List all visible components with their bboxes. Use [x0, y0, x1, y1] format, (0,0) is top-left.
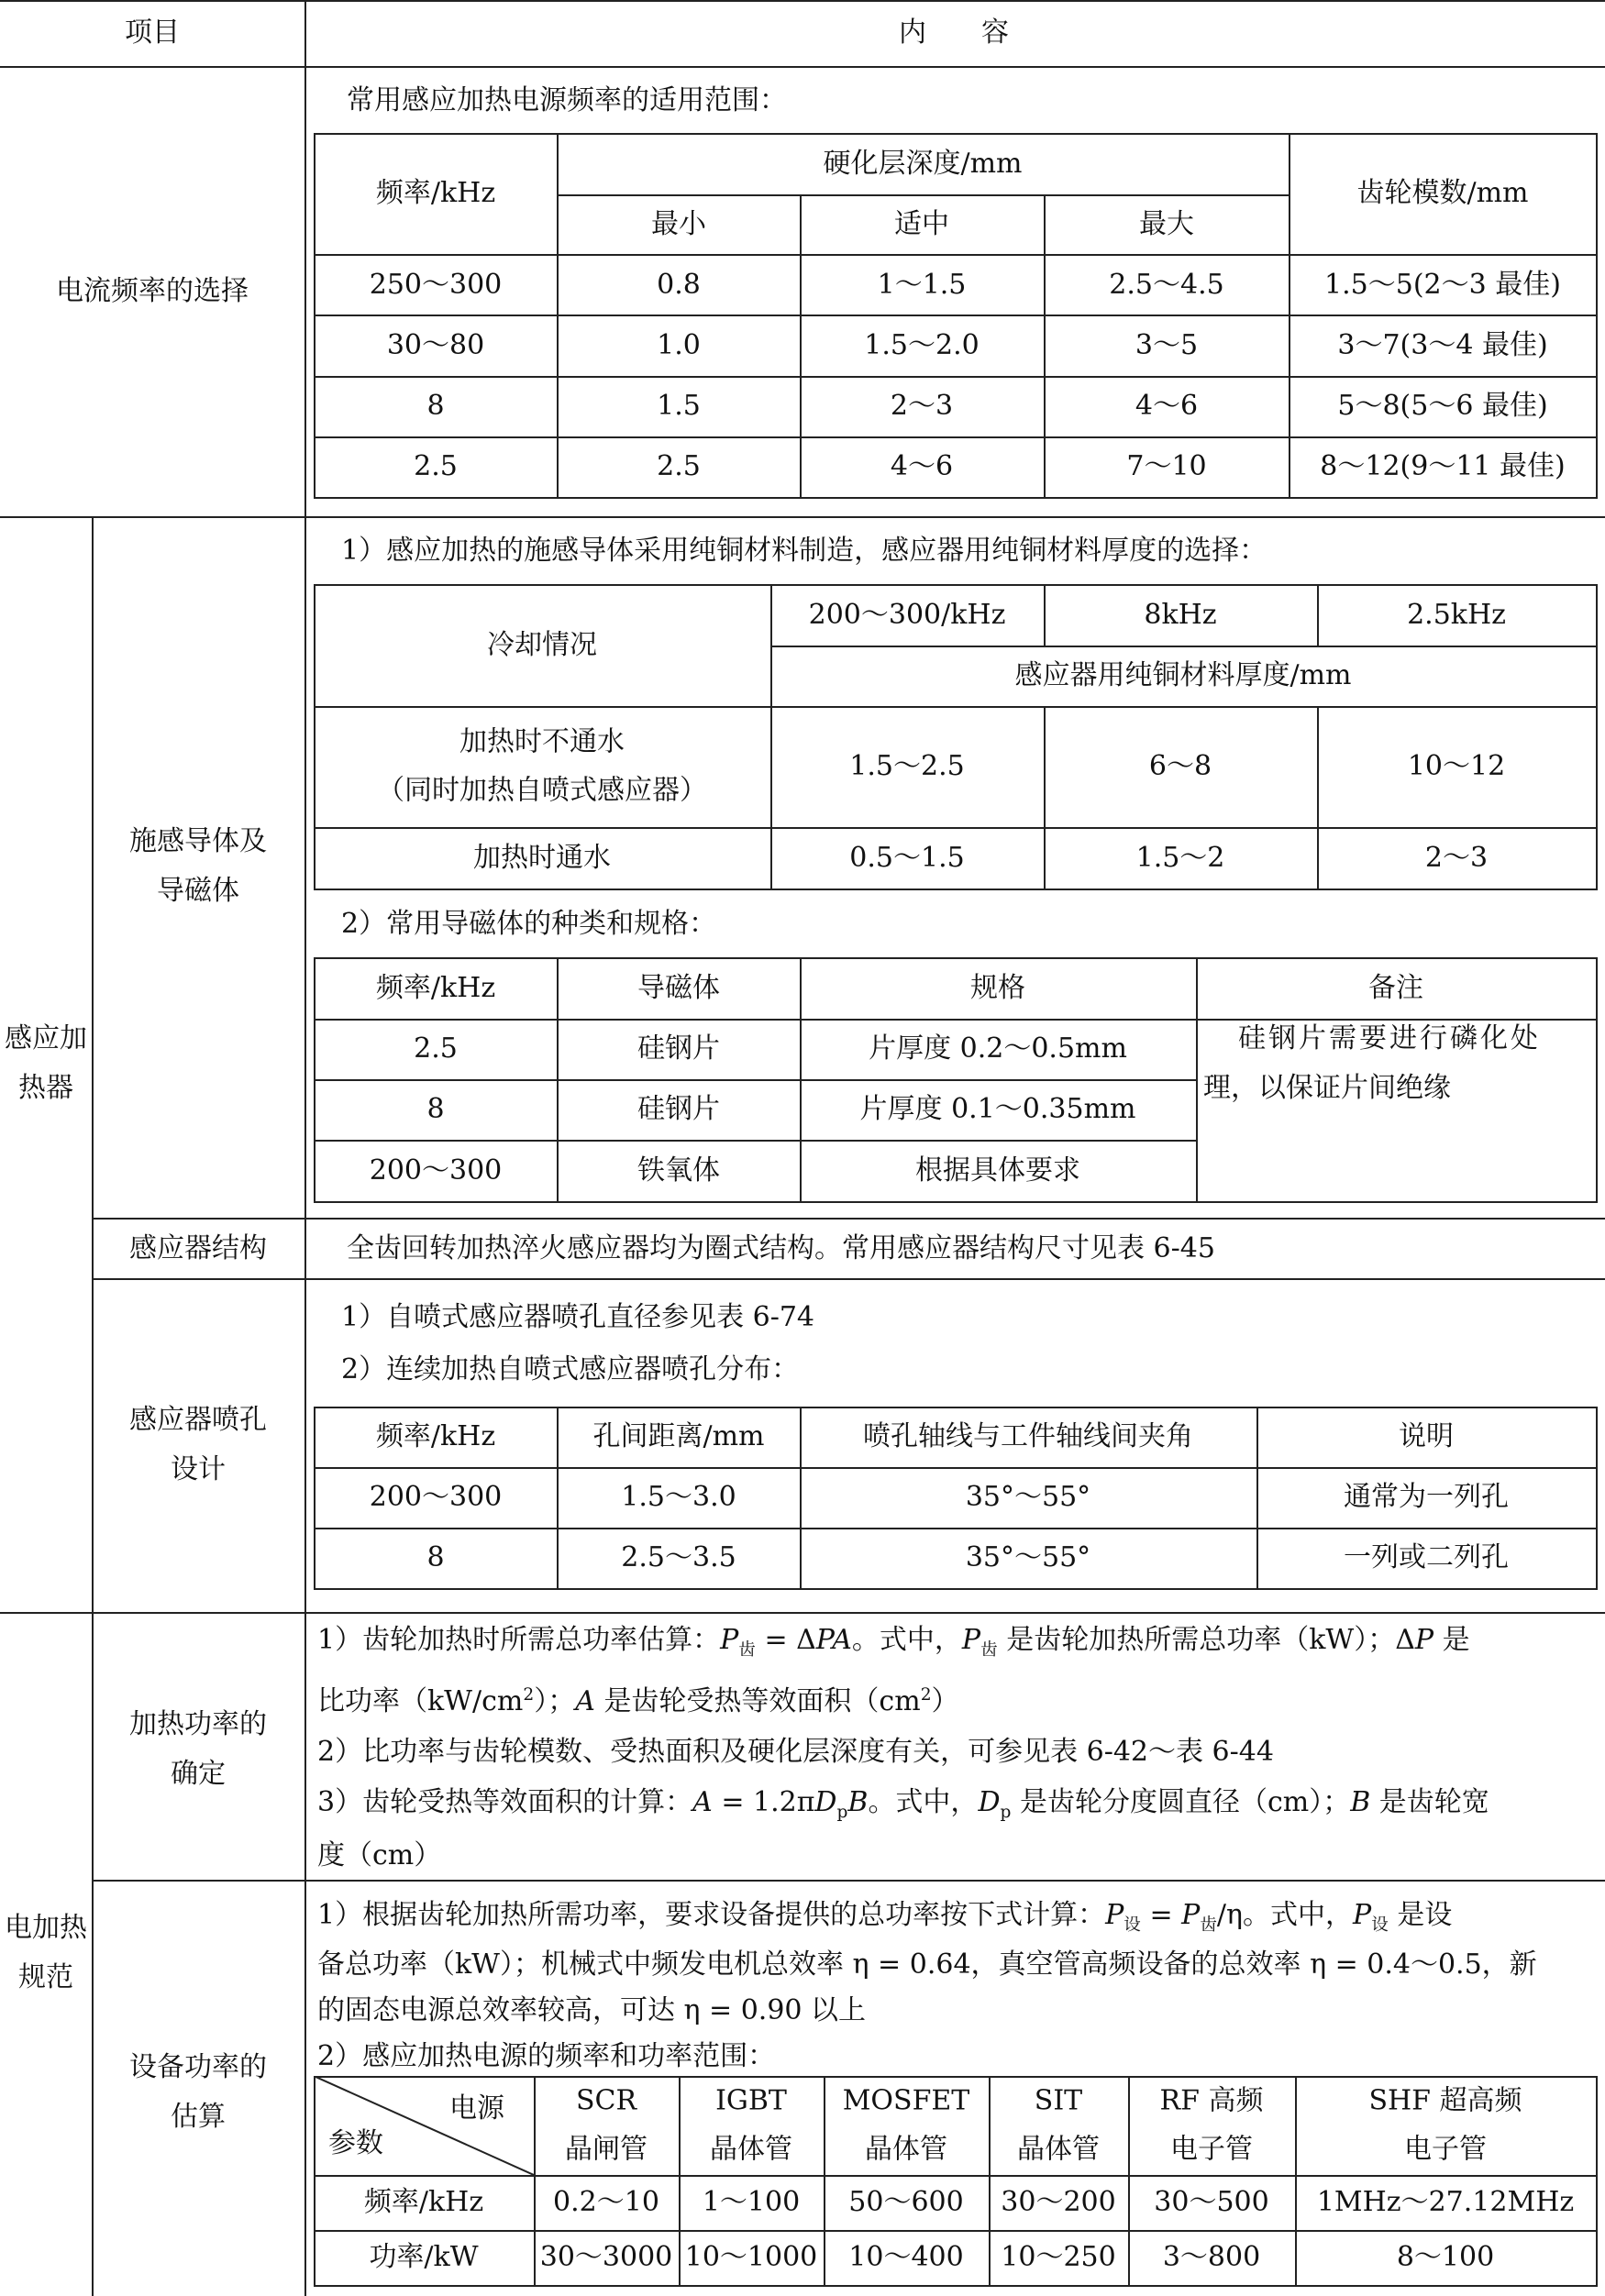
power-l4-b2: B [1350, 1786, 1371, 1818]
power-l2-text2: ）； [534, 1685, 576, 1717]
t4-cell: 2.5～3.5 [621, 1541, 736, 1573]
t5-cell: 10～1000 [684, 2241, 818, 2273]
header-content: 内 容 [899, 17, 1009, 49]
t4-h: 喷孔轴线与工件轴线间夹角 [863, 1420, 1193, 1452]
conductor-p2: 2）常用导磁体的种类和规格： [341, 908, 717, 940]
t1-h-module: 齿轮模数/mm [1356, 177, 1529, 209]
t5-col [710, 2078, 792, 2174]
section-label-inductor [5, 1014, 87, 1113]
t3-note [1203, 1014, 1541, 1113]
equip-l1-eta: /η。式中， [1216, 1899, 1354, 1931]
section-label-inductor-l2: 热器 [18, 1072, 73, 1104]
equip-l1-text2: 是设 [1397, 1899, 1453, 1931]
t1-cell: 8 [426, 390, 445, 422]
t1-line [1596, 133, 1598, 499]
power-l2-sup2: 2 [920, 1685, 932, 1705]
t1-cell: 30～80 [386, 329, 485, 361]
t1-line [557, 194, 1289, 196]
t5-line [314, 2230, 1596, 2232]
section-label-electric-l2: 规范 [18, 1961, 73, 1993]
t3-h: 频率/kHz [375, 972, 496, 1004]
t3-line [800, 957, 802, 1203]
freq-intro: 常用感应加热电源频率的适用范围： [347, 84, 787, 116]
t5-col-l1: SIT [1034, 2084, 1083, 2117]
t5-cell: 10～400 [848, 2241, 964, 2273]
t4-line [314, 1407, 1596, 1408]
t2-line [314, 889, 1596, 890]
top-border [0, 0, 1605, 2]
t2-line [314, 584, 1596, 586]
t2-line [314, 706, 1596, 708]
t5-col [1160, 2078, 1264, 2174]
t5-cell: 8～100 [1396, 2241, 1495, 2273]
row-label-conductor-l2: 导磁体 [157, 875, 239, 907]
t1-cell: 5～8(5～6 最佳) [1337, 390, 1548, 422]
power-l4-eq: = 1.2π [721, 1786, 815, 1818]
t3-h: 规格 [970, 972, 1025, 1004]
t1-line [314, 436, 1596, 438]
power-l4-d2: D [978, 1786, 1001, 1818]
t2-line [1317, 584, 1319, 646]
power-line-3: 2）比功率与齿轮模数、受热面积及硬化层深度有关，可参见表 6-42～表 6-44 [317, 1736, 1274, 1768]
header-bottom-line [0, 66, 1605, 68]
section-label-inductor-l1: 感应加 [5, 1022, 87, 1054]
t5-cell: 50～600 [848, 2186, 964, 2218]
t3-cell: 8 [426, 1093, 445, 1125]
equip-l1-sub3: 设 [1371, 1915, 1389, 1935]
row-label-nozzle [129, 1396, 267, 1495]
t3-line [314, 957, 315, 1203]
t5-col-l2: 晶体管 [865, 2133, 947, 2165]
power-l4-text4: 是齿轮宽 [1378, 1786, 1489, 1818]
t1-h-min: 最小 [651, 208, 706, 240]
t2-line [1044, 706, 1046, 890]
power-l1-sub2: 齿 [980, 1640, 998, 1660]
t5-line [1596, 2076, 1598, 2287]
t1-line [314, 254, 1596, 256]
t1-cell: 1.0 [657, 329, 701, 361]
power-l4-d: D [814, 1786, 837, 1818]
t1-line [1289, 133, 1290, 499]
t2-r1-label [377, 719, 707, 815]
t3-cell: 硅钢片 [637, 1032, 720, 1065]
t3-cell: 片厚度 0.2～0.5mm [869, 1032, 1127, 1065]
t4-line [1256, 1407, 1258, 1590]
t1-line [314, 497, 1596, 499]
equip-line-3: 的固态电源总效率较高，可达 η = 0.90 以上 [317, 1994, 867, 2026]
t5-col [1368, 2078, 1522, 2174]
row-divider-structure-top [92, 1218, 1605, 1220]
row-divider-structure-bottom [92, 1278, 1605, 1280]
t5-col-l1: IGBT [715, 2084, 787, 2117]
t2-cell: 1.5～2.5 [849, 750, 965, 782]
t5-cell: 30～500 [1154, 2186, 1269, 2218]
t3-cell: 2.5 [414, 1032, 458, 1065]
t5-cell: 30～3000 [539, 2241, 673, 2273]
t4-cell: 1.5～3.0 [621, 1481, 736, 1513]
t1-cell: 1.5～2.0 [864, 329, 980, 361]
row-label-conductor-l1: 施感导体及 [129, 825, 267, 857]
equip-l1-sub2: 齿 [1200, 1915, 1217, 1935]
t1-line [800, 194, 802, 499]
t2-cell: 0.5～1.5 [849, 842, 965, 874]
equip-line-2: 备总功率（kW）；机械式中频发电机总效率 η = 0.64，真空管高频设备的总效率 η = 0.4～0.5，新 [317, 1948, 1537, 1981]
t1-cell: 8～12(9～11 最佳) [1320, 450, 1566, 482]
row-label-equip-l1: 设备功率的 [129, 2051, 267, 2083]
t2-line [1044, 584, 1046, 646]
t3-cell: 硅钢片 [637, 1093, 720, 1125]
t4-line [314, 1407, 315, 1590]
t4-cell: 35°～55° [965, 1541, 1091, 1573]
t3-cell: 200～300 [369, 1154, 503, 1187]
equip-line-4: 2）感应加热电源的频率和功率范围： [317, 2040, 776, 2072]
equip-l1-sym: P [1105, 1899, 1124, 1931]
t5-col [843, 2078, 970, 2174]
t4-line [800, 1407, 802, 1590]
inductor-subcol-divider [92, 516, 94, 1612]
row-label-equip [129, 2043, 267, 2142]
section-label-freq: 电流频率的选择 [56, 275, 249, 307]
t1-cell: 2～3 [890, 390, 954, 422]
t5-cell: 0.2～10 [553, 2186, 659, 2218]
t2-h-cooling: 冷却情况 [487, 629, 597, 661]
t1-cell: 0.8 [657, 269, 701, 301]
t3-line [1196, 957, 1198, 1203]
t5-col-l2: 晶体管 [710, 2133, 792, 2165]
power-l2-text4: ） [931, 1685, 959, 1717]
t3-h: 备注 [1368, 972, 1423, 1004]
t5-corner-top: 电源 [449, 2092, 504, 2125]
power-line-2 [317, 1685, 959, 1718]
t2-line [314, 584, 315, 890]
t1-cell: 2.5 [657, 450, 701, 482]
t5-line [679, 2076, 681, 2287]
t5-line [534, 2076, 536, 2287]
t5-col-l1: SCR [575, 2084, 637, 2117]
section-divider-electric [0, 1612, 1605, 1614]
t2-r2-label: 加热时通水 [473, 842, 611, 874]
t1-h-freq: 频率/kHz [375, 177, 496, 209]
t4-line [314, 1467, 1596, 1469]
power-l4-b: B [847, 1786, 869, 1818]
section-label-electric-l1: 电加热 [5, 1912, 87, 1944]
power-l1-pa: PA [815, 1624, 852, 1656]
nozzle-p2: 2）连续加热自喷式感应器喷孔分布： [341, 1353, 800, 1385]
t5-col-l1: MOSFET [842, 2084, 970, 2117]
t4-h: 频率/kHz [375, 1420, 496, 1452]
t5-col-l2: 电子管 [1403, 2133, 1487, 2165]
t4-cell: 通常为一列孔 [1344, 1481, 1509, 1513]
t5-col-l1: RF 高频 [1159, 2084, 1264, 2117]
row-label-power [129, 1700, 267, 1799]
t1-h-max: 最大 [1139, 208, 1194, 240]
power-l4-sub2: p [1000, 1803, 1012, 1822]
power-l4-text: 3）齿轮受热等效面积的计算： [317, 1786, 693, 1818]
power-l1-text3: 是齿轮加热所需总功率（kW）；Δ [1006, 1624, 1415, 1656]
row-label-conductor [129, 817, 267, 916]
power-l1-sym2: P [961, 1624, 981, 1656]
power-l2-text3: 是齿轮受热等效面积（cm [603, 1685, 921, 1717]
t5-col-l2: 晶闸管 [565, 2133, 648, 2165]
t5-cell: 1～100 [702, 2186, 801, 2218]
t1-line [314, 315, 1596, 316]
power-l4-text2: 。式中， [868, 1786, 979, 1818]
section-divider-freq [0, 516, 1605, 518]
t3-cell: 根据具体要求 [915, 1154, 1080, 1187]
t5-col [565, 2078, 648, 2174]
t5-col-l2: 晶体管 [1017, 2133, 1100, 2165]
t1-cell: 4～6 [890, 450, 954, 482]
t5-row-power-label: 功率/kW [369, 2241, 479, 2273]
t2-line [1317, 706, 1319, 890]
equip-l1-sub: 设 [1124, 1915, 1141, 1935]
t2-h-thick: 感应器用纯铜材料厚度/mm [1014, 659, 1352, 691]
t1-cell: 1.5～5(2～3 最佳) [1324, 269, 1561, 301]
row-label-nozzle-l2: 设计 [171, 1453, 226, 1485]
t3-line [1596, 957, 1598, 1203]
t2-line [770, 646, 1596, 647]
t4-line [557, 1407, 559, 1590]
t1-line [1044, 194, 1046, 499]
t1-line [557, 133, 559, 499]
t4-cell: 8 [426, 1541, 445, 1573]
t5-row-freq-label: 频率/kHz [363, 2186, 484, 2218]
t2-cell: 1.5～2 [1135, 842, 1225, 874]
t1-cell: 2.5 [414, 450, 458, 482]
header-item: 项目 [125, 17, 180, 49]
equip-l1-sym3: P [1353, 1899, 1372, 1931]
t2-cell: 6～8 [1148, 750, 1212, 782]
t5-col-l1: SHF 超高频 [1368, 2084, 1522, 2117]
t5-cell: 30～200 [1001, 2186, 1116, 2218]
t5-line [1128, 2076, 1130, 2287]
t5-col [1017, 2078, 1100, 2174]
t2-h-f3: 2.5kHz [1407, 599, 1506, 631]
power-l4-sub: p [836, 1803, 848, 1822]
t3-line [314, 957, 1596, 959]
t1-cell: 250～300 [369, 269, 503, 301]
t5-line [314, 2175, 1596, 2177]
t1-h-depth: 硬化层深度/mm [823, 148, 1023, 180]
t2-r1-label-l1: 加热时不通水 [459, 725, 625, 758]
row-divider-power [92, 1880, 1605, 1882]
nozzle-p1: 1）自喷式感应器喷孔直径参见表 6-74 [341, 1301, 815, 1333]
power-l1-sub: 齿 [738, 1640, 756, 1660]
t4-cell: 一列或二列孔 [1344, 1541, 1509, 1573]
t1-cell: 1.5 [657, 390, 701, 422]
t5-col-l2: 电子管 [1169, 2133, 1253, 2165]
row-label-power-l2: 确定 [171, 1758, 226, 1790]
power-line-5: 度（cm） [317, 1839, 442, 1871]
t1-line [314, 133, 315, 499]
t1-cell: 2.5～4.5 [1109, 269, 1224, 301]
t3-note-l1: 硅钢片需要进行磷化处 [1238, 1022, 1541, 1054]
t5-line [989, 2076, 991, 2287]
power-l1-sym3: P [1414, 1624, 1434, 1656]
power-l4-text3: 是齿轮分度圆直径（cm）； [1019, 1786, 1351, 1818]
t3-cell: 铁氧体 [637, 1154, 720, 1187]
t1-line [314, 376, 1596, 378]
power-l1-text: 1）齿轮加热时所需总功率估算： [317, 1624, 721, 1656]
row-label-equip-l2: 估算 [171, 2101, 226, 2133]
t2-line [314, 827, 1596, 829]
power-l1-text4: 是 [1442, 1624, 1470, 1656]
t3-line [557, 957, 559, 1203]
t1-cell: 3～5 [1135, 329, 1199, 361]
t3-note-l2: 理，以保证片间绝缘 [1203, 1072, 1451, 1104]
t4-line [314, 1588, 1596, 1590]
t1-line [314, 133, 1596, 135]
equip-l1-sym2: P [1181, 1899, 1201, 1931]
power-l1-eq: = Δ [764, 1624, 816, 1656]
power-l2-sym: A [575, 1685, 595, 1717]
t2-h-f2: 8kHz [1144, 599, 1217, 631]
t5-line [1295, 2076, 1297, 2287]
conductor-p1: 1）感应加热的施感导体采用纯铜材料制造，感应器用纯铜材料厚度的选择： [341, 535, 1267, 567]
t5-cell: 3～800 [1162, 2241, 1261, 2273]
t3-line [314, 1201, 1596, 1203]
power-line-4 [317, 1786, 1489, 1822]
power-l1-sym: P [720, 1624, 739, 1656]
t5-cell: 1MHz～27.12MHz [1316, 2186, 1575, 2218]
t4-line [314, 1528, 1596, 1529]
t3-line [314, 1079, 1196, 1081]
t5-line [824, 2076, 825, 2287]
power-l1-text2: 。式中， [851, 1624, 962, 1656]
main-column-divider [304, 0, 306, 2296]
t2-line [770, 584, 772, 890]
equip-line-1 [317, 1899, 1453, 1935]
t2-cell: 10～12 [1407, 750, 1506, 782]
equip-l1-eq: = [1149, 1899, 1173, 1931]
t3-h: 导磁体 [637, 972, 720, 1004]
t1-cell: 3～7(3～4 最佳) [1337, 329, 1548, 361]
t2-r1-label-l2: （同时加热自喷式感应器） [377, 774, 707, 806]
t4-line [1596, 1407, 1598, 1590]
t2-h-f1: 200～300/kHz [808, 599, 1006, 631]
structure-text: 全齿回转加热淬火感应器均为圈式结构。常用感应器结构尺寸见表 6-45 [347, 1232, 1215, 1264]
t3-cell: 片厚度 0.1～0.35mm [859, 1093, 1136, 1125]
t4-cell: 200～300 [369, 1481, 503, 1513]
row-label-power-l1: 加热功率的 [129, 1708, 267, 1740]
t5-line [314, 2285, 1596, 2287]
t2-cell: 2～3 [1424, 842, 1489, 874]
power-l2-text: 比功率（kW/cm [317, 1685, 524, 1717]
t1-cell: 1～1.5 [877, 269, 967, 301]
equip-l1-text: 1）根据齿轮加热所需功率，要求设备提供的总功率按下式计算： [317, 1899, 1106, 1931]
t3-line [314, 1140, 1196, 1142]
power-l2-sup: 2 [523, 1685, 535, 1705]
power-line-1 [317, 1624, 1596, 1660]
t1-h-mid: 适中 [894, 208, 949, 240]
row-label-nozzle-l1: 感应器喷孔 [129, 1404, 267, 1436]
t5-cell: 10～250 [1001, 2241, 1116, 2273]
section-label-electric [5, 1904, 87, 2003]
t4-h: 说明 [1399, 1420, 1454, 1452]
t4-h: 孔间距离/mm [592, 1420, 765, 1452]
t2-line [1596, 584, 1598, 890]
electric-subcol-divider [92, 1612, 94, 2296]
t4-cell: 35°～55° [965, 1481, 1091, 1513]
t1-cell: 4～6 [1135, 390, 1199, 422]
t5-corner-bottom: 参数 [328, 2127, 383, 2159]
t1-cell: 7～10 [1126, 450, 1207, 482]
power-l4-sym: A [692, 1786, 713, 1818]
row-label-structure: 感应器结构 [129, 1232, 267, 1264]
